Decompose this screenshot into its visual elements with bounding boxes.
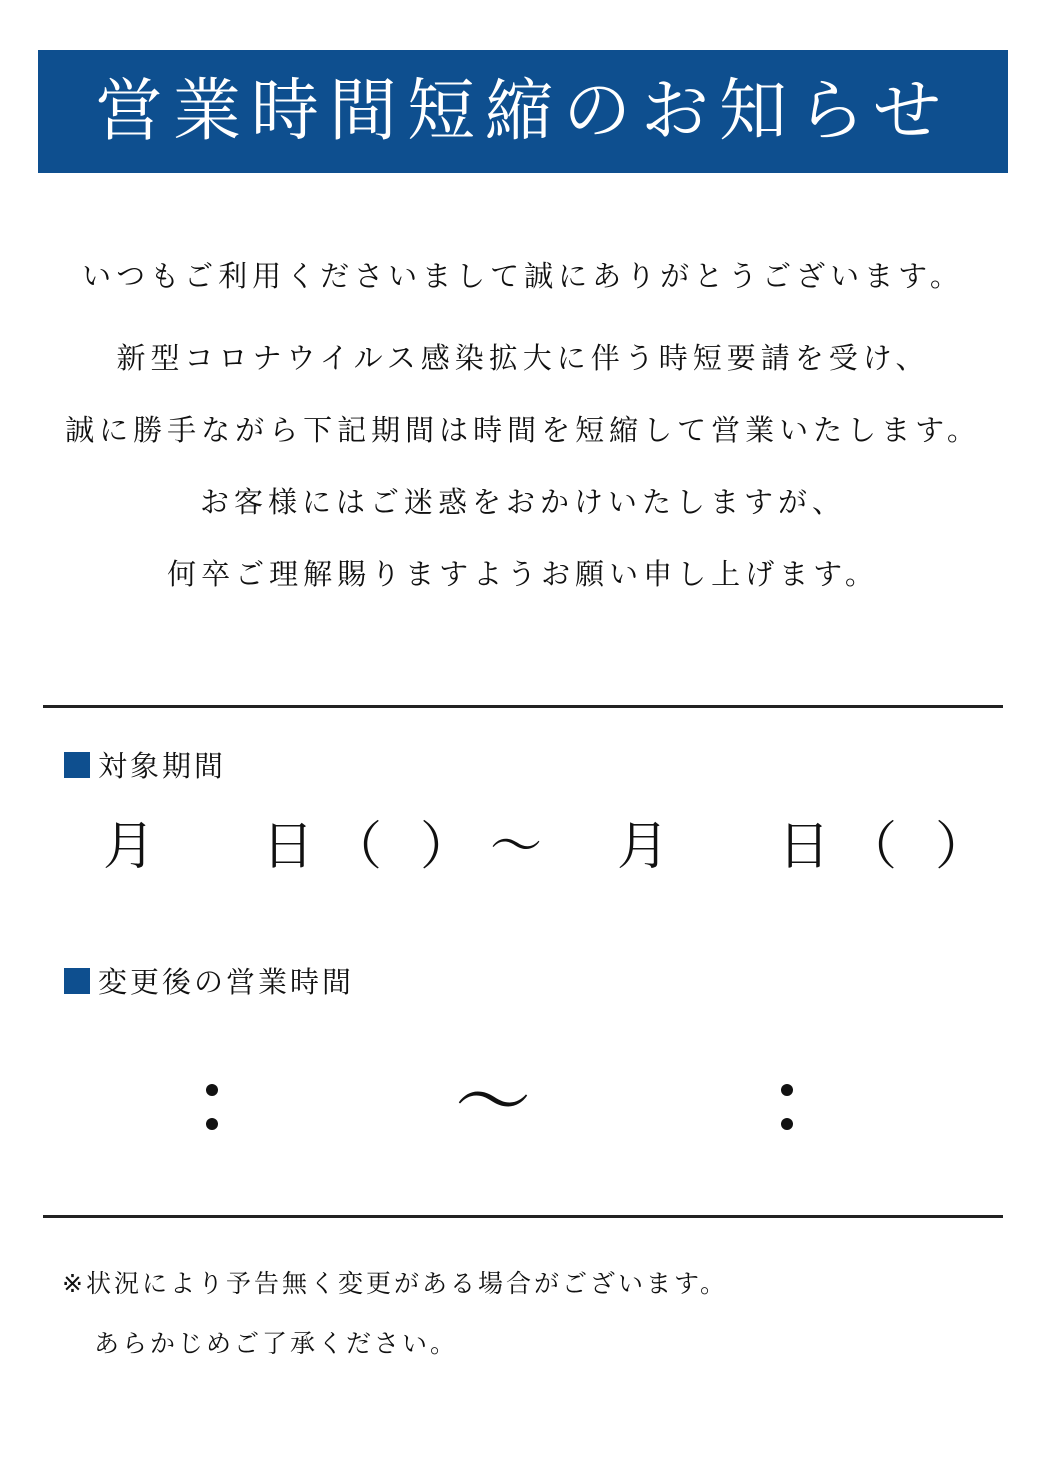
square-bullet-icon bbox=[64, 752, 90, 778]
hours-label: 変更後の営業時間 bbox=[98, 965, 355, 999]
greeting-line: いつもご利用くださいまして誠にありがとうございます。 bbox=[82, 259, 964, 293]
page-title: 営業時間短縮のお知らせ bbox=[95, 71, 951, 151]
end-month-field: 月 bbox=[617, 817, 670, 877]
hours-separator: 〜 bbox=[455, 1057, 531, 1146]
hours-time-range bbox=[0, 1057, 1046, 1150]
start-day-field: 日 bbox=[262, 817, 315, 877]
end-weekday-open-paren: （ bbox=[845, 817, 898, 877]
end-weekday-close-paren: ） bbox=[935, 817, 988, 877]
end-colon-bottom-dot bbox=[781, 1118, 793, 1130]
title-banner bbox=[38, 50, 1008, 173]
end-colon-top-dot bbox=[781, 1084, 793, 1096]
intro-text bbox=[0, 252, 1046, 622]
end-day-field: 日 bbox=[778, 817, 831, 877]
notes bbox=[62, 1264, 728, 1384]
period-separator: ～ bbox=[490, 817, 543, 877]
intro-line: 新型コロナウイルス感染拡大に伴う時短要請を受け、 bbox=[116, 341, 930, 375]
square-bullet-icon bbox=[64, 968, 90, 994]
period-heading bbox=[64, 744, 226, 785]
start-colon-bottom-dot bbox=[206, 1118, 218, 1130]
note-line-1: ※状況により予告無く変更がある場合がございます。 bbox=[62, 1269, 728, 1298]
start-month-field: 月 bbox=[103, 817, 156, 877]
start-weekday-open-paren: （ bbox=[330, 817, 383, 877]
intro-line: 何卒ご理解賜りますようお願い申し上げます。 bbox=[167, 557, 879, 591]
divider-top bbox=[43, 705, 1003, 708]
hours-heading bbox=[64, 960, 354, 1001]
period-label: 対象期間 bbox=[98, 749, 227, 783]
intro-line: お客様にはご迷惑をおかけいたしますが、 bbox=[199, 485, 846, 519]
intro-line: 誠に勝手ながら下記期間は時間を短縮して営業いたします。 bbox=[65, 413, 981, 447]
note-line-2: あらかじめご了承ください。 bbox=[94, 1329, 459, 1358]
start-weekday-close-paren: ） bbox=[420, 817, 473, 877]
start-colon-top-dot bbox=[206, 1084, 218, 1096]
period-date-range bbox=[0, 812, 1046, 882]
divider-bottom bbox=[43, 1215, 1003, 1218]
